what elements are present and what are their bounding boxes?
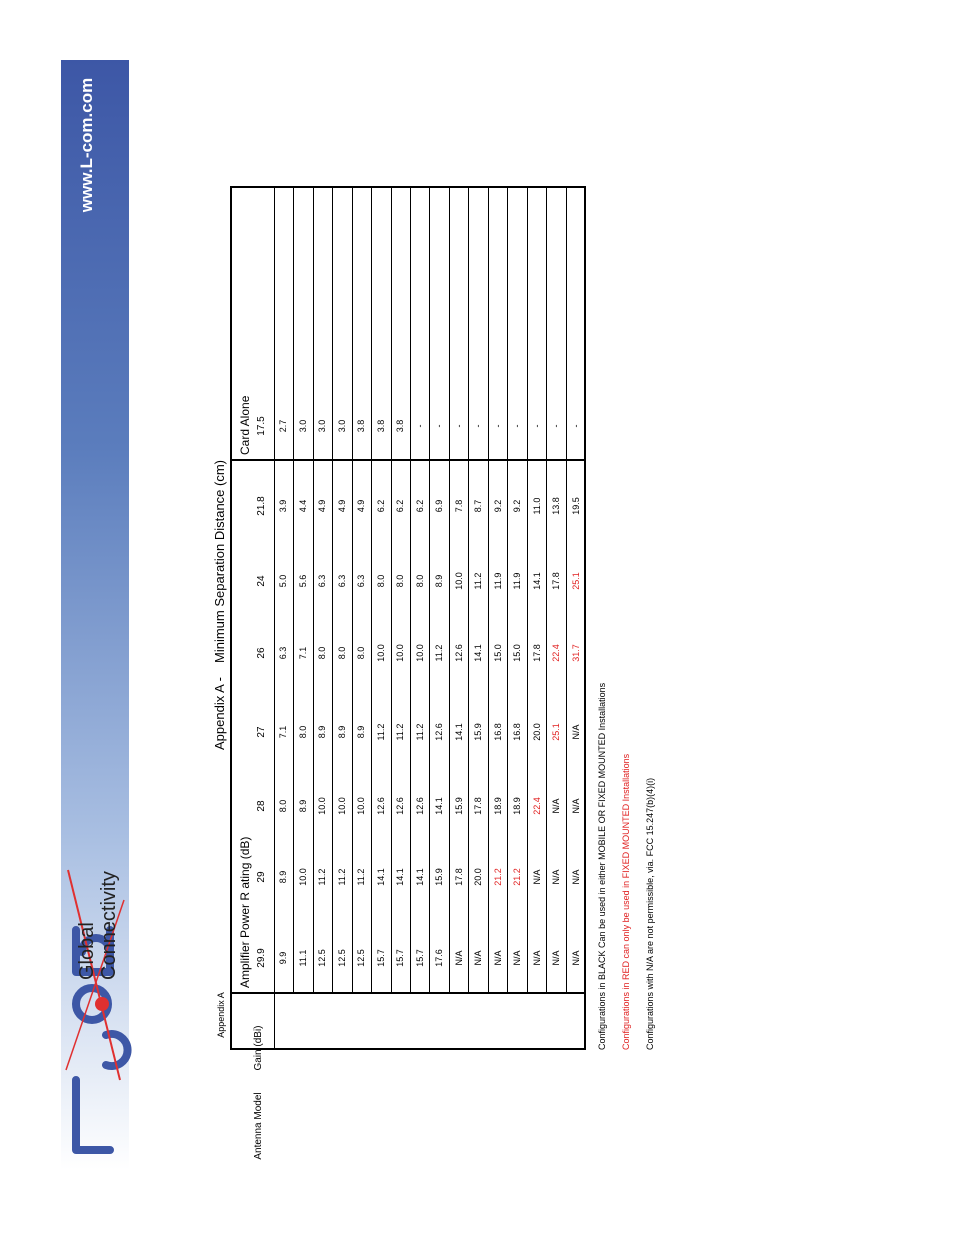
table-cell: 6.2: [395, 499, 405, 513]
table-cell: 3.0: [298, 419, 308, 433]
table-cell: 5.0: [278, 574, 288, 588]
table-cell: -: [454, 424, 464, 428]
tagline-line-1: Global: [76, 922, 98, 980]
grid-row-line: [293, 188, 294, 994]
table-cell: N/A: [551, 950, 561, 966]
table-cell: N/A: [551, 798, 561, 814]
table-cell: 8.9: [317, 725, 327, 739]
power-header: 26: [256, 647, 267, 659]
table-cell: N/A: [532, 950, 542, 966]
page-footer: [210, 980, 232, 1050]
table-cell: 14.1: [473, 644, 483, 662]
footer-label: Appendix A: [216, 992, 226, 1038]
grid-row-line: [391, 188, 392, 994]
table-cell: 12.5: [317, 949, 327, 967]
table-cell: 10.0: [337, 797, 347, 815]
group-header-power: Amplifier Power R ating (dB): [238, 836, 252, 988]
table-cell: 25.1: [571, 572, 581, 590]
table-cell: -: [512, 424, 522, 428]
grid-row-line: [410, 188, 411, 994]
table-cell: 10.0: [317, 797, 327, 815]
table-cell: 5.6: [298, 574, 308, 588]
table-cell: 11.2: [376, 723, 386, 741]
grid-row-line: [274, 188, 275, 994]
table-cell: 11.2: [356, 868, 366, 886]
tagline-line-2: Connectivity: [98, 871, 120, 980]
grid-row-line: [527, 188, 528, 994]
table-cell: 25.1: [551, 723, 561, 741]
table-title-main: Minimum Separation Distance (cm): [212, 459, 227, 663]
table-cell: N/A: [512, 950, 522, 966]
table-cell: 14.1: [395, 868, 405, 886]
table-cell: 6.9: [434, 499, 444, 513]
power-header: 28: [256, 800, 267, 812]
header-separator: [274, 994, 275, 1048]
table-cell: N/A: [493, 950, 503, 966]
table-cell: 10.0: [395, 644, 405, 662]
table-cell: 3.8: [376, 419, 386, 433]
table-cell: 11.2: [337, 868, 347, 886]
table-cell: 22.4: [551, 644, 561, 662]
table-cell: 15.7: [376, 949, 386, 967]
table-cell: 6.3: [317, 574, 327, 588]
grid-row-line: [371, 188, 372, 994]
table-cell: 10.0: [376, 644, 386, 662]
grid-row-line: [566, 188, 567, 994]
table-cell: N/A: [571, 798, 581, 814]
table-cell: N/A: [532, 869, 542, 885]
table-cell: 15.0: [512, 644, 522, 662]
table-cell: -: [493, 424, 503, 428]
table-cell: 12.6: [415, 797, 425, 815]
table-cell: 16.8: [493, 723, 503, 741]
website-url-text: www.L-com.com: [77, 77, 97, 213]
table-cell: -: [571, 424, 581, 428]
table-cell: 17.8: [473, 797, 483, 815]
power-header: 27: [256, 726, 267, 738]
col-header-antenna: Antenna Model: [253, 1092, 264, 1160]
table-cell: 13.8: [551, 497, 561, 515]
power-header: 21.8: [256, 496, 267, 516]
table-title-prefix: Appendix A -: [212, 677, 227, 750]
table-cell: 14.1: [415, 868, 425, 886]
grid-row-line: [429, 188, 430, 994]
table-cell: 7.1: [278, 725, 288, 739]
table-cell: 14.1: [434, 797, 444, 815]
table-cell: 11.0: [532, 497, 542, 515]
grid-row-line: [507, 188, 508, 994]
table-cell: 15.9: [434, 868, 444, 886]
table-cell: N/A: [473, 950, 483, 966]
table-cell: 8.0: [395, 574, 405, 588]
grid-row-line: [546, 188, 547, 994]
table-cell: 17.8: [551, 572, 561, 590]
table-cell: 8.0: [278, 799, 288, 813]
table-cell: -: [551, 424, 561, 428]
table-cell: 15.7: [415, 949, 425, 967]
table-title: [210, 460, 230, 750]
table-cell: 8.0: [298, 725, 308, 739]
table-cell: 8.9: [356, 725, 366, 739]
table-cell: 9.2: [493, 499, 503, 513]
table-cell: 22.4: [532, 797, 542, 815]
table-cell: 2.7: [278, 419, 288, 433]
table-cell: -: [532, 424, 542, 428]
table-cell: -: [415, 424, 425, 428]
table-cell: 8.9: [278, 870, 288, 884]
table-cell: -: [473, 424, 483, 428]
table-cell: 19.5: [571, 497, 581, 515]
table-cell: 21.2: [512, 868, 522, 886]
table-cell: 16.8: [512, 723, 522, 741]
table-cell: 4.9: [356, 499, 366, 513]
table-cell: 3.8: [395, 419, 405, 433]
grid-row-line: [313, 188, 314, 994]
table-cell: N/A: [571, 724, 581, 740]
table-cell: 8.7: [473, 499, 483, 513]
table-cell: 11.2: [415, 723, 425, 741]
grid-row-line: [468, 188, 469, 994]
table-cell: 10.0: [356, 797, 366, 815]
table-cell: 9.9: [278, 951, 288, 965]
table-cell: 11.1: [298, 949, 308, 967]
power-header: 29.9: [256, 948, 267, 968]
table-cell: 6.2: [415, 499, 425, 513]
table-cell: 18.9: [493, 797, 503, 815]
table-cell: 6.2: [376, 499, 386, 513]
power-header: 17.5: [256, 416, 267, 436]
logo-tagline: [70, 830, 126, 980]
table-cell: 15.0: [493, 644, 503, 662]
table-cell: 12.6: [454, 644, 464, 662]
table-cell: N/A: [454, 950, 464, 966]
notes: [590, 186, 662, 1050]
grid-vline-group: [232, 992, 584, 994]
table-cell: 4.9: [317, 499, 327, 513]
table-cell: 8.9: [337, 725, 347, 739]
table-cell: 20.0: [532, 723, 542, 741]
table-cell: 7.8: [454, 499, 464, 513]
note-na: Configurations with N/A are not permissible, via. FCC 15.247(b)(4)(i): [645, 777, 655, 1050]
grid-row-line: [352, 188, 353, 994]
table-cell: 18.9: [512, 797, 522, 815]
table-cell: 12.5: [337, 949, 347, 967]
table-cell: 10.0: [415, 644, 425, 662]
appendix-table-region: [210, 186, 660, 1160]
table-cell: 4.4: [298, 499, 308, 513]
table-cell: 17.8: [532, 644, 542, 662]
table-cell: 6.3: [337, 574, 347, 588]
table-cell: 9.2: [512, 499, 522, 513]
grid-row-line: [449, 188, 450, 994]
table-cell: 15.9: [473, 723, 483, 741]
table-cell: 6.3: [278, 646, 288, 660]
table-cell: 11.2: [473, 572, 483, 590]
table-cell: 12.5: [356, 949, 366, 967]
grid-row-line: [488, 188, 489, 994]
table-cell: 10.0: [298, 868, 308, 886]
table-cell: 3.0: [317, 419, 327, 433]
table-cell: 11.2: [434, 644, 444, 662]
table-cell: 12.6: [434, 723, 444, 741]
table-cell: 10.0: [454, 572, 464, 590]
table-cell: 8.9: [434, 574, 444, 588]
table-cell: 15.7: [395, 949, 405, 967]
power-header: 29: [256, 871, 267, 883]
table-cell: 21.2: [493, 868, 503, 886]
table-cell: 7.1: [298, 646, 308, 660]
table-cell: 3.9: [278, 499, 288, 513]
table-cell: 12.6: [376, 797, 386, 815]
table-cell: 6.3: [356, 574, 366, 588]
table-cell: 31.7: [571, 644, 581, 662]
table-cell: 14.1: [454, 723, 464, 741]
table-cell: N/A: [571, 950, 581, 966]
table-cell: -: [434, 424, 444, 428]
table-cell: N/A: [571, 869, 581, 885]
table-cell: 8.9: [298, 799, 308, 813]
table-cell: N/A: [551, 869, 561, 885]
power-header: 24: [256, 575, 267, 587]
separation-table: [230, 186, 586, 1160]
table-cell: 8.0: [337, 646, 347, 660]
table-cell: 11.2: [395, 723, 405, 741]
table-cell: 11.9: [512, 572, 522, 590]
table-cell: 12.6: [395, 797, 405, 815]
table-cell: 8.0: [415, 574, 425, 588]
grid-vline-card: [232, 459, 584, 461]
table-cell: 20.0: [473, 868, 483, 886]
table-cell: 4.9: [337, 499, 347, 513]
note-red: Configurations in RED can only be used in FIXED MOUNTED Installations: [621, 753, 631, 1050]
table-cell: 17.8: [454, 868, 464, 886]
table-cell: 14.1: [532, 572, 542, 590]
table-cell: 14.1: [376, 868, 386, 886]
website-url[interactable]: [62, 60, 112, 230]
group-header-card: Card Alone: [238, 395, 252, 455]
table-cell: 8.0: [376, 574, 386, 588]
col-header-gain: Gain (dBi): [253, 1025, 264, 1071]
table-cell: 11.9: [493, 572, 503, 590]
table-cell: 8.0: [356, 646, 366, 660]
table-cell: 3.0: [337, 419, 347, 433]
table-cell: 11.2: [317, 868, 327, 886]
table-cell: 3.8: [356, 419, 366, 433]
table-cell: 8.0: [317, 646, 327, 660]
grid-row-line: [332, 188, 333, 994]
table-cell: 17.6: [434, 949, 444, 967]
note-black: Configurations in BLACK Can be used in either MOBILE OR FIXED MOUNTED Installations: [597, 682, 607, 1050]
table-cell: 15.9: [454, 797, 464, 815]
